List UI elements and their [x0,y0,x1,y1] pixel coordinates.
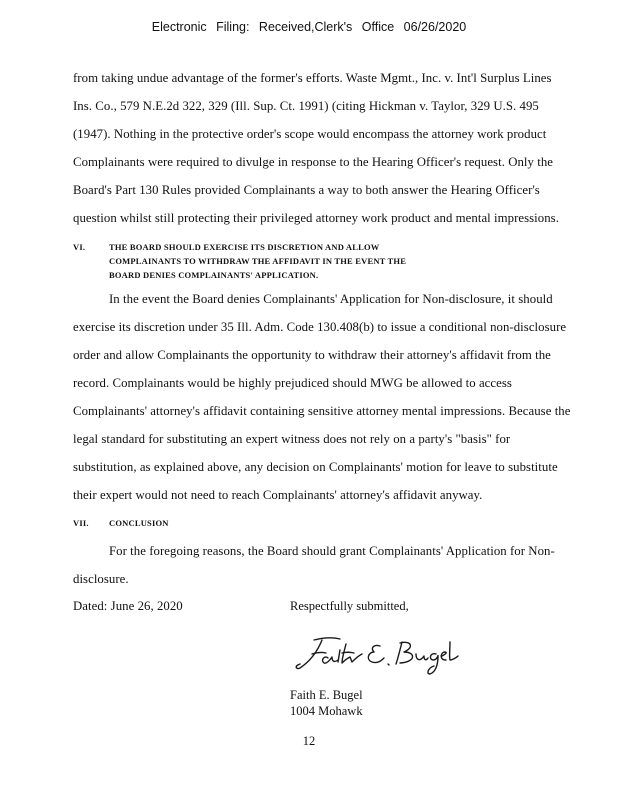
paragraph-line: order and allow Complainants the opportunity to withdraw their attorney's affidavit from the [73,348,551,362]
signer-address: 1004 Mohawk [290,704,363,718]
body-line: (1947). Nothing in the protective order's scope would encompass the attorney work product [73,127,547,141]
section-heading-vi-line: THE BOARD SHOULD EXERCISE ITS DISCRETION AND ALLOW [109,242,380,252]
paragraph-line: In the event the Board denies Complainants' Application for Non-disclosure, it should [109,292,553,306]
conclusion-line: For the foregoing reasons, the Board should grant Complainants' Application for Non- [109,544,555,558]
handwritten-signature [292,630,462,676]
paragraph-line: exercise its discretion under 35 Ill. Adm. Code 130.408(b) to issue a conditional non-disclosure [73,320,567,334]
paragraph-line: Complainants' attorney's affidavit containing sensitive attorney mental impressions. Because the [73,404,571,418]
paragraph-line: legal standard for substituting an expert witness does not rely on a party's "basis" for [73,432,511,446]
paragraph-line: record. Complainants would be highly prejudiced should MWG be allowed to access [73,376,512,390]
body-line: Complainants were required to divulge in response to the Hearing Officer's request. Only the [73,155,554,169]
body-line: question whilst still protecting their privileged attorney work product and mental impressions. [73,211,559,225]
body-line: Ins. Co., 579 N.E.2d 322, 329 (Ill. Sup. Ct. 1991) (citing Hickman v. Taylor, 329 U.S. 495 [73,99,539,113]
section-heading-vi-line: BOARD DENIES COMPLAINANTS' APPLICATION. [109,270,319,280]
closing-line: Respectfully submitted, [290,599,409,613]
section-number-vi: VI. [73,242,86,252]
svg-text:Faith E. Bugel: Faith E. Bugel [292,630,298,631]
conclusion-line: disclosure. [73,572,129,586]
section-heading-vi-line: COMPLAINANTS TO WITHDRAW THE AFFIDAVIT IN THE EVENT THE [109,256,407,266]
body-line: from taking undue advantage of the former's efforts. Waste Mgmt., Inc. v. Int'l Surplus Lines [73,71,552,85]
dated-line: Dated: June 26, 2020 [73,599,183,613]
body-line: Board's Part 130 Rules provided Complainants a way to both answer the Hearing Officer's [73,183,540,197]
section-heading-conclusion: CONCLUSION [109,518,169,528]
signer-name: Faith E. Bugel [290,688,363,702]
page-number: 12 [302,734,316,748]
section-number-vii: VII. [73,518,89,528]
filing-stamp-header: Electronic Filing: Received,Clerk's Office 06/26/2020 [151,20,467,34]
paragraph-line: their expert would not need to reach Complainants' attorney's affidavit anyway. [73,488,483,502]
paragraph-line: substitution, as explained above, any decision on Complainants' motion for leave to substitute [73,460,558,474]
